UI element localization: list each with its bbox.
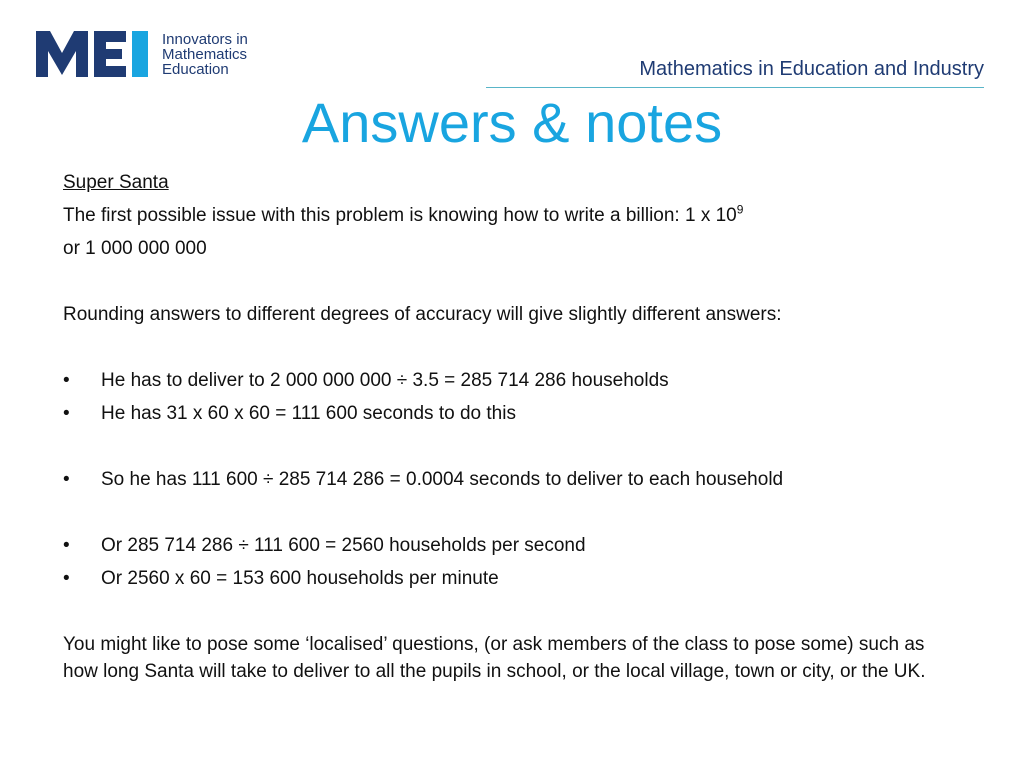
mei-logo-mark bbox=[36, 31, 154, 77]
bullet-glyph: • bbox=[63, 568, 70, 589]
bullet-text: He has 31 x 60 x 60 = 111 600 seconds to do this bbox=[101, 403, 516, 424]
header-tagline: Mathematics in Education and Industry bbox=[639, 58, 984, 80]
section-heading: Super Santa bbox=[63, 172, 169, 193]
bullet-glyph: • bbox=[63, 469, 70, 490]
bullet-item bbox=[63, 364, 963, 397]
bullet-item bbox=[63, 463, 963, 496]
intro-line-2: or 1 000 000 000 bbox=[63, 238, 207, 259]
spacer bbox=[63, 265, 963, 298]
logo-line-2: Mathematics bbox=[162, 45, 248, 63]
bullet-text: Or 285 714 286 ÷ 111 600 = 2560 households per second bbox=[101, 535, 586, 556]
spacer bbox=[63, 331, 963, 364]
bullet-glyph: • bbox=[63, 370, 70, 391]
intro-exponent: 9 bbox=[736, 202, 744, 217]
bullet-glyph: • bbox=[63, 403, 70, 424]
slide-content bbox=[63, 166, 963, 685]
closing-paragraph: You might like to pose some ‘localised’ questions, (or ask members of the class to pose some) such as how long Santa will take to deliver to all the pupils in school, or the local village, town or city, or the UK. bbox=[63, 634, 926, 682]
intro-line-1 bbox=[63, 199, 963, 232]
bullet-text: So he has 111 600 ÷ 285 714 286 = 0.0004 seconds to deliver to each household bbox=[101, 469, 784, 490]
bullet-glyph: • bbox=[63, 535, 70, 556]
intro-line-1-text: The first possible issue with this problem is knowing how to write a billion: 1 x 10 bbox=[63, 205, 737, 226]
bullet-item bbox=[63, 562, 963, 595]
mei-logo-graphic bbox=[36, 31, 154, 77]
logo-text bbox=[162, 32, 248, 77]
logo-line-3: Education bbox=[162, 60, 229, 78]
rounding-note: Rounding answers to different degrees of accuracy will give slightly different answers: bbox=[63, 304, 782, 325]
header-rule bbox=[486, 87, 984, 88]
mei-logo bbox=[36, 28, 248, 80]
bullet-text: Or 2560 x 60 = 153 600 households per minute bbox=[101, 568, 499, 589]
logo-line-1: Innovators in bbox=[162, 30, 248, 48]
spacer bbox=[63, 496, 963, 529]
bullet-item bbox=[63, 529, 963, 562]
spacer bbox=[63, 595, 963, 628]
spacer bbox=[63, 430, 963, 463]
bullet-text: He has to deliver to 2 000 000 000 ÷ 3.5 = 285 714 286 households bbox=[101, 370, 669, 391]
bullet-item bbox=[63, 397, 963, 430]
slide-title: Answers & notes bbox=[301, 91, 723, 154]
